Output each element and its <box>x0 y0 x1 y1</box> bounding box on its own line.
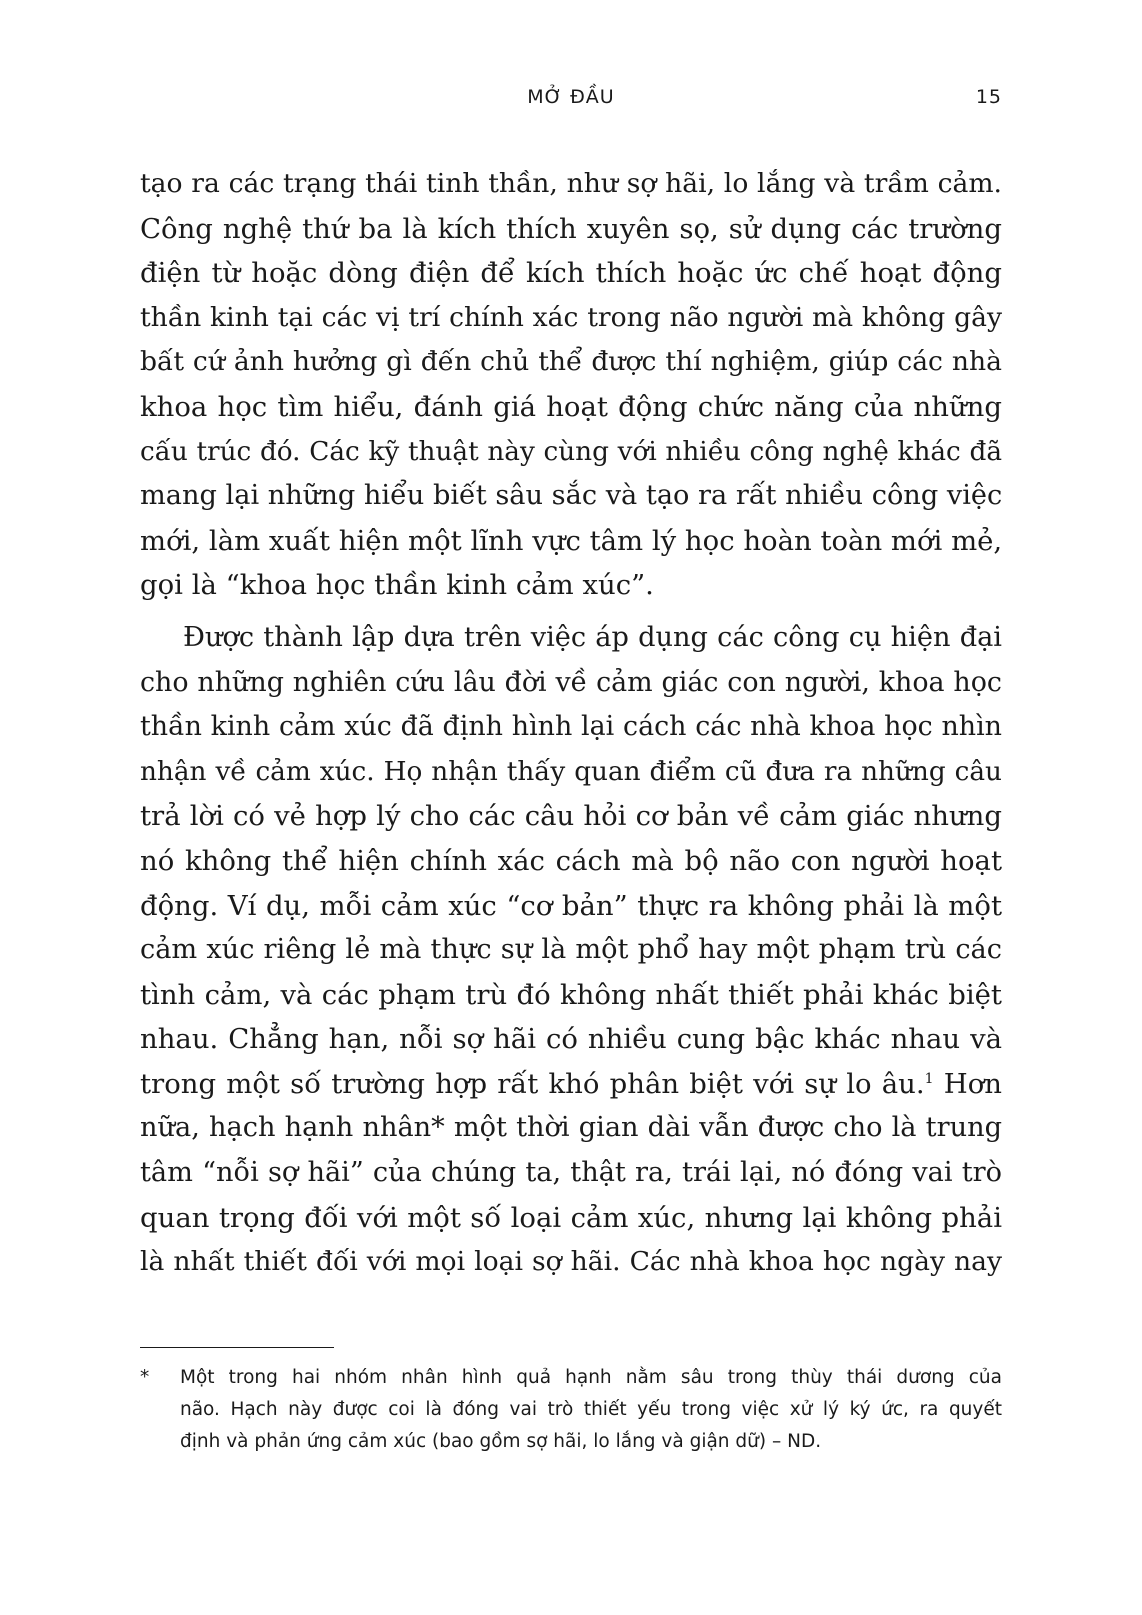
text-line: gọi là “khoa học thần kinh cảm xúc”. <box>140 569 654 602</box>
text-line: Được thành lập dựa trên việc áp dụng các công cụ hiện đại <box>183 621 1002 653</box>
text-line: Công nghệ thứ ba là kích thích xuyên sọ, sử dụng các trường <box>140 212 1002 245</box>
text-line: nó không thể hiện chính xác cách mà bộ não con người hoạt <box>140 844 1002 877</box>
footnote-line: Một trong hai nhóm nhân hình quả hạnh nằm sâu trong thùy thái dương của <box>180 1367 1002 1388</box>
running-title: MỞ ĐẦU <box>527 86 615 108</box>
running-header <box>0 86 1142 116</box>
text-line: thần kinh tại các vị trí chính xác trong não người mà không gây <box>140 301 1002 333</box>
text-line-with-note <box>140 1062 1002 1107</box>
paragraph <box>140 616 1002 1285</box>
footnote-text <box>180 1362 1002 1458</box>
text-line: trả lời có vẻ hợp lý cho các câu hỏi cơ bản về cảm giác nhưng <box>140 800 1002 833</box>
text-line: mang lại những hiểu biết sâu sắc và tạo ra rất nhiều công việc <box>140 480 1003 512</box>
page-number: 15 <box>975 86 1002 108</box>
footnote <box>140 1362 1002 1458</box>
footnote-line: định và phản ứng cảm xúc (bao gồm sợ hãi, lo lắng và giận dữ) – ND. <box>180 1431 822 1452</box>
text-line: là nhất thiết đối với mọi loại sợ hãi. Các nhà khoa học ngày nay <box>140 1246 1002 1278</box>
text-line: quan trọng đối với một số loại cảm xúc, nhưng lại không phải <box>140 1201 1002 1234</box>
text-line: tình cảm, và các phạm trù đó không nhất thiết phải khác biệt <box>140 978 1002 1011</box>
text-segment: trong một số trường hợp rất khó phân biệt với sự lo âu. <box>140 1067 925 1100</box>
paragraph <box>140 162 1002 608</box>
footnote-reference: 1 <box>924 1070 934 1087</box>
text-line: tâm “nỗi sợ hãi” của chúng ta, thật ra, trái lại, nó đóng vai trò <box>140 1157 1002 1189</box>
text-line: khoa học tìm hiểu, đánh giá hoạt động chức năng của những <box>140 390 1002 423</box>
text-line: cảm xúc riêng lẻ mà thực sự là một phổ hay một phạm trù các <box>140 934 1002 966</box>
text-line: điện từ hoặc dòng điện để kích thích hoặc ức chế hoạt động <box>140 257 1002 290</box>
footnote-line: não. Hạch này được coi là đóng vai trò thiết yếu trong việc xử lý ký ức, ra quyết <box>180 1399 1002 1420</box>
text-line: nữa, hạch hạnh nhân* một thời gian dài vẫn được cho là trung <box>140 1112 1002 1144</box>
text-line: bất cứ ảnh hưởng gì đến chủ thể được thí nghiệm, giúp các nhà <box>140 346 1002 378</box>
text-line: mới, làm xuất hiện một lĩnh vực tâm lý học hoàn toàn mới mẻ, <box>140 524 1003 557</box>
paragraph-gap <box>140 608 1002 616</box>
text-line: tạo ra các trạng thái tinh thần, như sợ hãi, lo lắng và trầm cảm. <box>140 168 1002 199</box>
text-line: thần kinh cảm xúc đã định hình lại cách các nhà khoa học nhìn <box>140 711 1002 743</box>
text-line: động. Ví dụ, mỗi cảm xúc “cơ bản” thực ra không phải là một <box>140 889 1002 922</box>
footnote-divider <box>140 1347 334 1348</box>
text-line: cho những nghiên cứu lâu đời về cảm giác con người, khoa học <box>140 666 1002 698</box>
footnote-marker: * <box>140 1367 150 1388</box>
body-text <box>140 162 1002 1285</box>
text-line: cấu trúc đó. Các kỹ thuật này cùng với nhiều công nghệ khác đã <box>140 436 1002 467</box>
text-segment: Hơn <box>943 1067 1002 1100</box>
text-line: nhận về cảm xúc. Họ nhận thấy quan điểm cũ đưa ra những câu <box>140 756 1002 787</box>
text-line: nhau. Chẳng hạn, nỗi sợ hãi có nhiều cung bậc khác nhau và <box>140 1023 1002 1056</box>
